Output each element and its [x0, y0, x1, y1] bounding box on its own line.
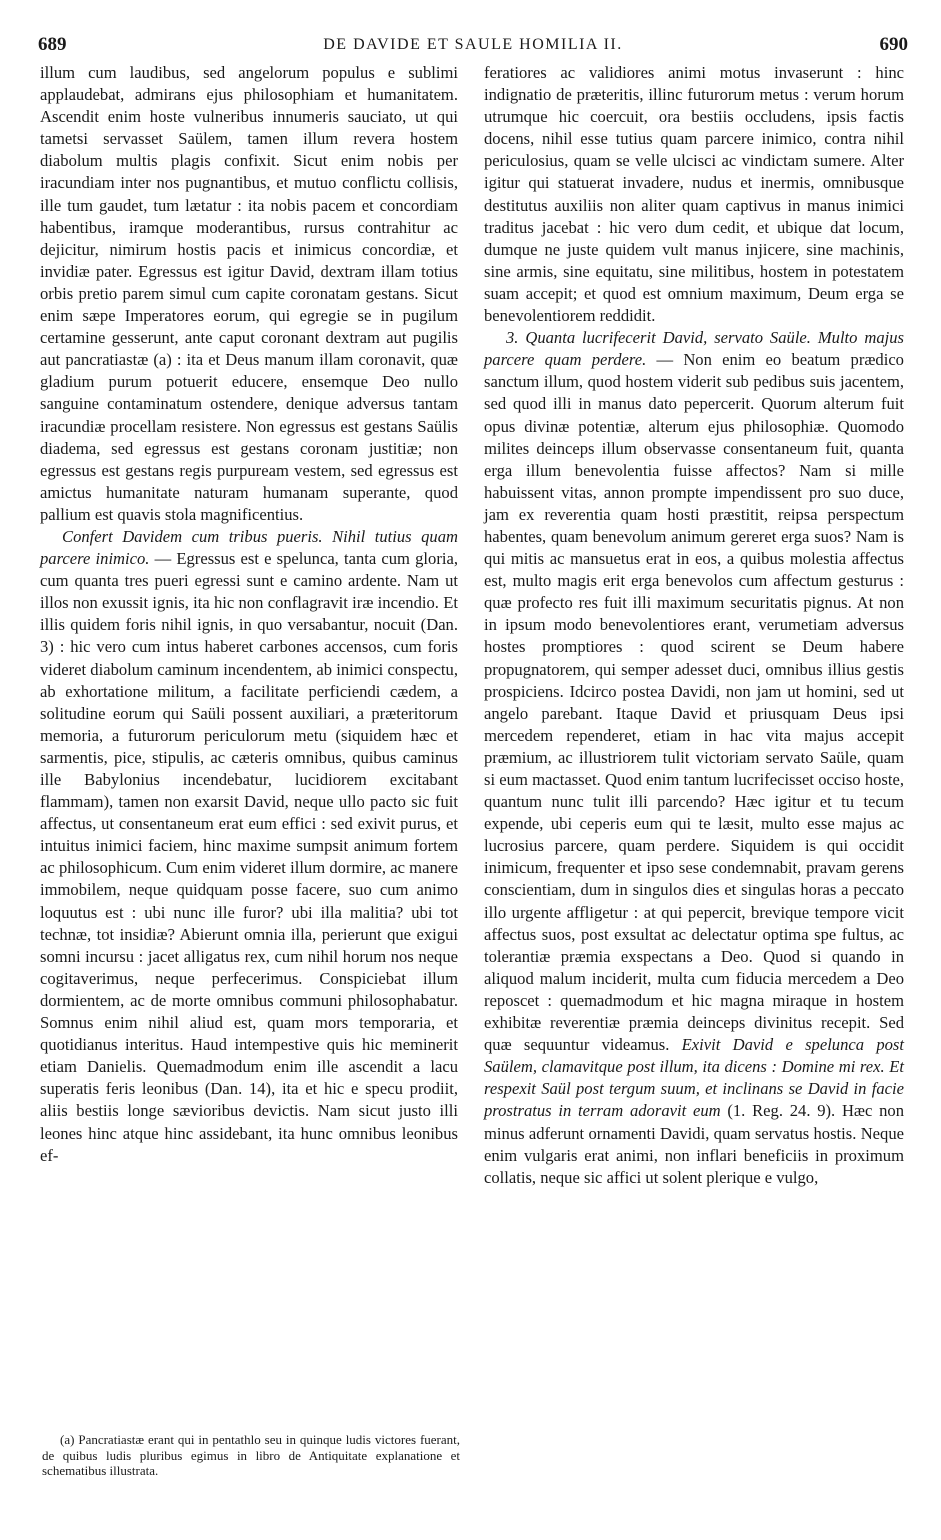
left-paragraph-2-body: — Egressus est e spelunca, tanta cum gloria, cum quanta tres pueri egressi sunt e camino ardente. Nam ut illos non exussit ignis, ita hic non conflagravit iræ incendio. Et illis quidem foris nihil ignis, in quo versabantur, nocuit (Dan. 3) : hic vero cum intus haberet carbones accensos, cum foris videret diabolum caminum incendentem, ab inimici conspectu, ab exhortatione militum, a facilitate perficiendi cædem, a solitudine eorum qui Saüli possent auxiliari, a præteritorum memoria, a futurorum periculorum metu (siquidem hæc et sarmentis, pice, stipulis, ac cæteris omnibus, quibus caminus ille Babylonius incendebatur, lucidiorem excitabant flammam), tamen non exarsit David, neque ullo pacto sic fuit affectus, ut consentaneum erat eum effici : sed exivit purus, et intuitus inimici faciem, hinc maxime sumpsit animum fortem ac philosophicum. Cum enim videret illum dormire, ac manere immobilem, neque quidquam posse facere, suo cum animo loquutus est : ubi nunc ille furor? ubi illa malitia? ubi tot technæ, tot insidiæ? Abierunt omnia illa, perierunt que exigui somni incursu : jacet alligatus rex, cum nihil horum nos neque cogitaverimus, neque perfecerimus. Conspiciebat illum dormientem, ac de morte omnibus communi philosophabatur. Somnus enim nihil aliud est, quam mors temporaria, et quotidianus interitus. Haud intempestive quis hic meminerit etiam Danielis. Quemadmodum enim ille ascendit a lacu superatis feris leonibus (Dan. 14), ita et hic e specu prodiit, aliis bestiis longe sævioribus devictis. Nam sicut justo illi leones hinc atque hinc assidebant, ita hunc omnibus leonibus ef-: [40, 549, 458, 1165]
right-paragraph-2: [484, 327, 904, 1189]
section-heading-left: Confert Davidem cum tribus pueris. Nihil tutius quam parcere inimico.: [40, 526, 458, 569]
page-number-left: 689: [38, 34, 67, 55]
right-paragraph-1: feratiores ac validiores animi motus invaserunt : hinc indignatio de præteritis, illinc futurorum metus : verum horum utrumque hic coercuit, ora bestiis occludens, ipsis factis docens, nihil esse tutius quam parcere inimico, contra nihil periculosius, quam se velle ulcisci ac vindictam sumere. Alter igitur qui statuerat invadere, nudus et inermis, omnibusque destitutus auxiliis non aliter quam captivus in manus inimici traditus jacebat : hic vero dum cedit, et ubique dat locum, dumque ne juste quidem vult manus injicere, sine machinis, sine armis, sine equitatu, sine militibus, hostem in potestatem suam accepit; et quod est omnium maximum, Deum erga se benevolentiorem reddidit.: [484, 63, 904, 326]
scripture-quote: Exivit David e spelunca post Saülem, clamavitque post illum, ita dicens : Domine mi rex. Et respexit Saül post tergum suum, et inclinans se David in facie prostratus in terram adoravit eum: [484, 1035, 904, 1121]
running-title: DE DAVIDE ET SAULE HOMILIA II.: [323, 36, 623, 53]
right-column: [484, 62, 904, 1189]
page-number-right: 690: [879, 34, 908, 55]
left-paragraph-2: [40, 526, 458, 1167]
page-header: [38, 34, 908, 60]
right-paragraph-2-end: (1. Reg. 24. 9). Hæc non minus adferunt ornamenti Davidi, quam servatus hostis. Neque enim vulgaris erat animi, non inflari beneficiis in proximum collatis, neque sic affici ut solent plerique e vulgo,: [484, 1101, 905, 1187]
section-heading-right: 3. Quanta lucrifecerit David, servato Saüle. Multo majus parcere quam perdere.: [484, 328, 904, 370]
footnote: [42, 1432, 460, 1479]
left-paragraph-1: illum cum laudibus, sed angelorum populus e sublimi applaudebat, admirans ejus philosophiam et humanitatem. Ascendit enim hoste vulneribus innumeris sauciato, ut qui tametsi servasset Saülem, tamen illum revera hostem diabolum multis plagis confixit. Sicut enim nobis per iracundiam inter nos pugnantibus, et mutuo conflictu collisis, ille tum gaudet, tum lætatur : ita nobis pacem et concordiam habentibus, iramque moderantibus, rursus contrahitur ac dejicitur, nimirum hostis pacis et inimicus concordiæ, et invidiæ pater. Egressus est igitur David, dextram illam totius orbis pretio parem simul cum capite coronatam gestans. Sicut enim sæpe Imperatores eorum, qui egregie se in pugilum certamine gesserunt, ante caput coronant dextram aut pugilis aut pancratiastæ (a) : ita et Deus manum illam coronavit, quæ gladium purum potuerit educere, ensemque Deo nullo sanguine contaminatum ostendere, denique adversus tantam iracundiæ procellam resistere. Non egressus est gestans Saülis diadema, sed egressus est gestans coronam justitiæ; non egressus est gestans regis purpuream vestem, sed egressus est amictus humanitate naturam humanam superante, quod pallium est quavis stola magnificentius.: [40, 63, 458, 524]
right-paragraph-2-body: — Non enim eo beatum prædico sanctum illum, quod hostem viderit sub pedibus suis jacentem, sed quod illi in manus dato pepercerit. Quorum alterum fuit opus divinæ potentiæ, alterum ejus philosophiæ. Quomodo milites deinceps illum observasse consentaneum fuit, quanta erga illum benevolentia fuisse affectos? Nam si mille habuissent vitas, annon prompte impendissent pro suo duce, jam ex reverentia quam hosti præstitit, reipsa perspectum habentes, quam benevolum animum gereret erga suos? Nam is qui mitis ac mansuetus erat in eos, a quibus molestia affectus est, multo magis erit erga benevolos cum affectum gesturus : quæ profecto res fuit illi maximum securitatis pignus. At non in ipsum modo benevolentiores erant, verumetiam adversus hostes promptiores : quod scirent se Deum habere propugnatorem, qui semper adesset duci, omnibus illius gestis prospiciens. Idcirco postea Davidi, non jam ut homini, sed ut angelo parebant. Itaque David et priusquam Deus ipsi mercedem rependeret, etiam in hac vita majus accepit præmium, ac illustriorem tulit victoriam servato Saüle, quam si eum mactasset. Quod enim tantum lucrifecisset occiso hoste, quantum nunc tulit illi parcendo? Hæc igitur et tu tecum expende, ubi ceperis eum qui te læsit, multo esse majus ac lucrosius parcere, quam perdere. Siquidem is qui occidit inimicum, frequenter et ipso sese condemnabit, pravam gerens conscientiam, dum in singulos dies et singulas horas a peccato illo urgente affligetur : at qui pepercit, brevique tempore vicit affectus suos, post exsultat ac delectatur optima spe fultus, ac tolerantiæ præmia exspectans a Deo. Quod si quando in aliquod malum inciderit, multa cum fiducia mercedem a Deo reposcet : quemadmodum et hic magna miraque in hostem exhibitæ reverentiæ præmia deinceps divinitus recepit. Sed quæ sequuntur videamus.: [484, 350, 904, 1055]
left-column: [40, 62, 458, 1167]
footnote-text: (a) Pancratiastæ erant qui in pentathlo seu in quinque ludis victores fuerant, de quibus ludis pluribus egimus in libro de Antiquitate explanatione et schematibus illustrata.: [42, 1432, 460, 1478]
